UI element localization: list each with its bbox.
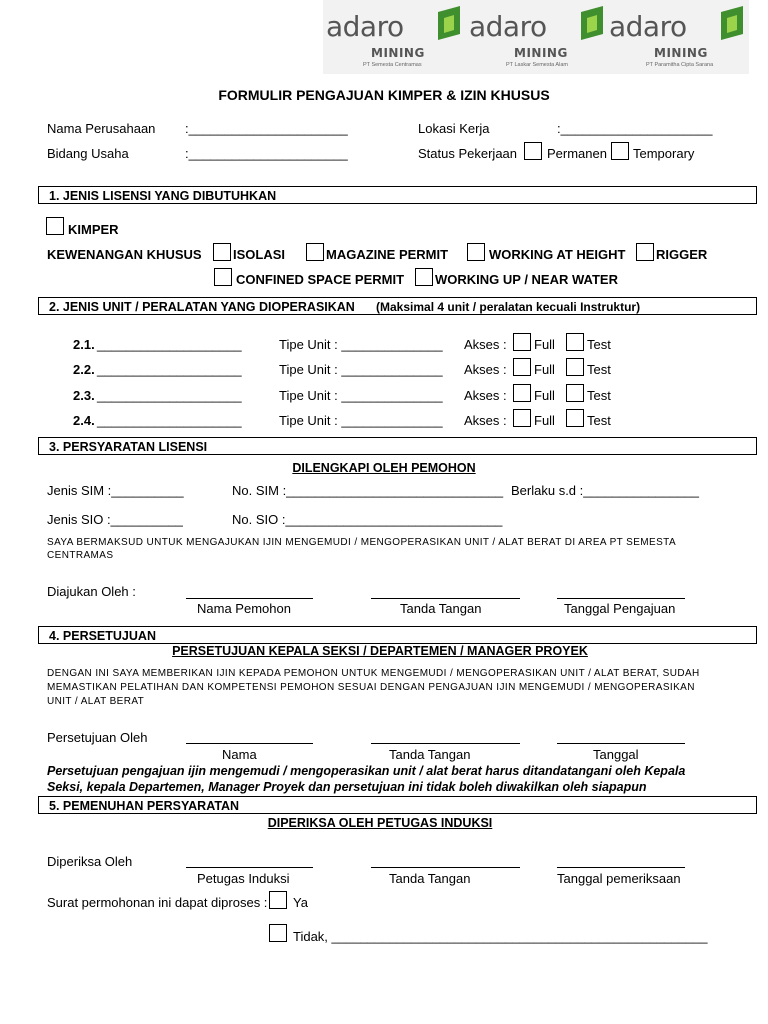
tanda-tangan-label: Tanda Tangan xyxy=(400,601,482,616)
section-1-header: 1. JENIS LISENSI YANG DIBUTUHKAN xyxy=(38,186,757,204)
section-5-header: 5. PEMENUHAN PERSYARATAN xyxy=(38,796,757,814)
surat-permohonan-label: Surat permohonan ini dapat diproses : xyxy=(47,895,268,910)
adaro-mark-icon xyxy=(719,6,745,40)
tanggal-label: Tanggal xyxy=(593,747,639,762)
signature-line[interactable] xyxy=(186,598,313,599)
section-5-subtitle: DIPERIKSA OLEH PETUGAS INDUKSI xyxy=(267,816,493,830)
adaro-mark-icon xyxy=(436,6,462,40)
temporary-checkbox[interactable] xyxy=(611,142,629,160)
signature-line[interactable] xyxy=(557,867,685,868)
working-at-height-label: WORKING AT HEIGHT xyxy=(489,247,626,262)
unit-name-field[interactable]: ____________________ xyxy=(97,413,242,428)
bidang-usaha-label: Bidang Usaha xyxy=(47,146,129,161)
nama-perusahaan-field[interactable]: :______________________ xyxy=(185,121,348,136)
nama-perusahaan-label: Nama Perusahaan xyxy=(47,121,156,136)
tipe-unit-field[interactable]: Tipe Unit : ______________ xyxy=(279,413,443,428)
approval-statement: DENGAN INI SAYA MEMBERIKAN IJIN KEPADA PEMOHON UNTUK MENGEMUDI / MENGOPERASIKAN UNIT / ALAT BERAT, SUDAH xyxy=(47,668,700,679)
adaro-logo-2: adaro MINING PT Laskar Semesta Alam xyxy=(466,6,606,72)
status-pekerjaan-label: Status Pekerjaan xyxy=(418,146,518,161)
akses-full-checkbox[interactable] xyxy=(513,358,531,376)
signature-line[interactable] xyxy=(371,743,520,744)
kewenangan-khusus-label: KEWENANGAN KHUSUS xyxy=(47,247,202,262)
jenis-sim-field[interactable]: Jenis SIM :__________ xyxy=(47,483,184,498)
unit-number: 2.2. xyxy=(73,362,95,377)
rigger-checkbox[interactable] xyxy=(636,243,654,261)
approval-note-cont: Seksi, kepala Departemen, Manager Proyek dan persetujuan ini tidak boleh diwakilkan oleh siapapun xyxy=(47,780,647,794)
unit-name-field[interactable]: ____________________ xyxy=(97,337,242,352)
akses-label: Akses : xyxy=(464,337,507,352)
unit-name-field[interactable]: ____________________ xyxy=(97,388,242,403)
unit-number: 2.3. xyxy=(73,388,95,403)
applicant-statement: SAYA BERMAKSUD UNTUK MENGAJUKAN IJIN MENGEMUDI / MENGOPERASIKAN UNIT / ALAT BERAT DI AREA PT SEMESTA xyxy=(47,537,677,548)
akses-full-checkbox[interactable] xyxy=(513,409,531,427)
signature-line[interactable] xyxy=(557,743,685,744)
signature-line[interactable] xyxy=(186,867,313,868)
akses-label: Akses : xyxy=(464,388,507,403)
akses-full-label: Full xyxy=(534,413,555,428)
approval-statement-cont: MEMASTIKAN PELATIHAN DAN KOMPETENSI PEMOHON SESUAI DENGAN PENGAJUAN IJIN MENGEMUDI / MENGOPERASIKAN xyxy=(47,682,695,693)
permanen-checkbox[interactable] xyxy=(524,142,542,160)
tipe-unit-field[interactable]: Tipe Unit : ______________ xyxy=(279,337,443,352)
rigger-label: RIGGER xyxy=(656,247,708,262)
tipe-unit-field[interactable]: Tipe Unit : ______________ xyxy=(279,362,443,377)
no-sim-field[interactable]: No. SIM :______________________________ xyxy=(232,483,504,498)
lokasi-kerja-field[interactable]: :_____________________ xyxy=(557,121,713,136)
adaro-logo-1: adaro MINING PT Semesta Centramas xyxy=(323,6,463,72)
akses-test-checkbox[interactable] xyxy=(566,384,584,402)
persetujuan-oleh-label: Persetujuan Oleh xyxy=(47,730,148,745)
diajukan-label: Diajukan Oleh : xyxy=(47,584,136,599)
logo-strip xyxy=(323,0,749,74)
akses-label: Akses : xyxy=(464,413,507,428)
temporary-label: Temporary xyxy=(633,146,695,161)
signature-line[interactable] xyxy=(186,743,313,744)
signature-line[interactable] xyxy=(557,598,685,599)
permanen-label: Permanen xyxy=(547,146,607,161)
magazine-permit-checkbox[interactable] xyxy=(306,243,324,261)
jenis-sio-field[interactable]: Jenis SIO :__________ xyxy=(47,512,183,527)
section-4-header: 4. PERSETUJUAN xyxy=(38,626,757,644)
bidang-usaha-field[interactable]: :______________________ xyxy=(185,146,348,161)
magazine-permit-label: MAGAZINE PERMIT xyxy=(326,247,449,262)
unit-name-field[interactable]: ____________________ xyxy=(97,362,242,377)
working-at-height-checkbox[interactable] xyxy=(467,243,485,261)
tipe-unit-field[interactable]: Tipe Unit : ______________ xyxy=(279,388,443,403)
approval-note: Persetujuan pengajuan ijin mengemudi / mengoperasikan unit / alat berat harus ditandatangani oleh Kepala xyxy=(47,764,686,778)
unit-number: 2.4. xyxy=(73,413,95,428)
diperiksa-oleh-label: Diperiksa Oleh xyxy=(47,854,133,869)
no-sio-field[interactable]: No. SIO :______________________________ xyxy=(232,512,503,527)
tidak-field[interactable]: Tidak, ____________________________________________________ xyxy=(293,929,708,944)
akses-full-label: Full xyxy=(534,388,555,403)
near-water-checkbox[interactable] xyxy=(415,268,433,286)
akses-test-checkbox[interactable] xyxy=(566,333,584,351)
applicant-statement-cont: CENTRAMAS xyxy=(47,550,114,561)
akses-full-checkbox[interactable] xyxy=(513,333,531,351)
tanda-tangan-label: Tanda Tangan xyxy=(389,747,471,762)
berlaku-field[interactable]: Berlaku s.d :________________ xyxy=(511,483,699,498)
akses-full-checkbox[interactable] xyxy=(513,384,531,402)
tanggal-pengajuan-label: Tanggal Pengajuan xyxy=(564,601,676,616)
akses-full-label: Full xyxy=(534,362,555,377)
tidak-checkbox[interactable] xyxy=(269,924,287,942)
signature-line[interactable] xyxy=(371,867,520,868)
akses-test-label: Test xyxy=(587,413,611,428)
section-4-subtitle: PERSETUJUAN KEPALA SEKSI / DEPARTEMEN / MANAGER PROYEK xyxy=(172,644,588,658)
isolasi-label: ISOLASI xyxy=(233,247,286,262)
unit-number: 2.1. xyxy=(73,337,95,352)
kimper-label: KIMPER xyxy=(68,222,119,237)
section-3-header: 3. PERSYARATAN LISENSI xyxy=(38,437,757,455)
akses-test-checkbox[interactable] xyxy=(566,358,584,376)
petugas-induksi-label: Petugas Induksi xyxy=(197,871,290,886)
akses-test-label: Test xyxy=(587,388,611,403)
ya-label: Ya xyxy=(293,895,308,910)
confined-space-label: CONFINED SPACE PERMIT xyxy=(236,272,405,287)
form-title: FORMULIR PENGAJUAN KIMPER & IZIN KHUSUS xyxy=(218,87,550,103)
adaro-logo-3: adaro MINING PT Paramitha Cipta Sarana xyxy=(606,6,746,72)
adaro-mark-icon xyxy=(579,6,605,40)
akses-test-label: Test xyxy=(587,337,611,352)
tanda-tangan-label: Tanda Tangan xyxy=(389,871,471,886)
akses-label: Akses : xyxy=(464,362,507,377)
kimper-checkbox[interactable] xyxy=(46,217,64,235)
confined-space-checkbox[interactable] xyxy=(214,268,232,286)
section-2-header: 2. JENIS UNIT / PERALATAN YANG DIOPERASIKAN (Maksimal 4 unit / peralatan kecuali Instruktur) xyxy=(38,297,757,315)
nama-label: Nama xyxy=(222,747,257,762)
akses-test-checkbox[interactable] xyxy=(566,409,584,427)
near-water-label: WORKING UP / NEAR WATER xyxy=(435,272,618,287)
akses-test-label: Test xyxy=(587,362,611,377)
signature-line[interactable] xyxy=(371,598,520,599)
approval-statement-end: UNIT / ALAT BERAT xyxy=(47,696,145,707)
nama-pemohon-label: Nama Pemohon xyxy=(197,601,291,616)
tanggal-pemeriksaan-label: Tanggal pemeriksaan xyxy=(557,871,681,886)
lokasi-kerja-label: Lokasi Kerja xyxy=(418,121,490,136)
ya-checkbox[interactable] xyxy=(269,891,287,909)
isolasi-checkbox[interactable] xyxy=(213,243,231,261)
akses-full-label: Full xyxy=(534,337,555,352)
section-3-subtitle: DILENGKAPI OLEH PEMOHON xyxy=(292,461,476,475)
